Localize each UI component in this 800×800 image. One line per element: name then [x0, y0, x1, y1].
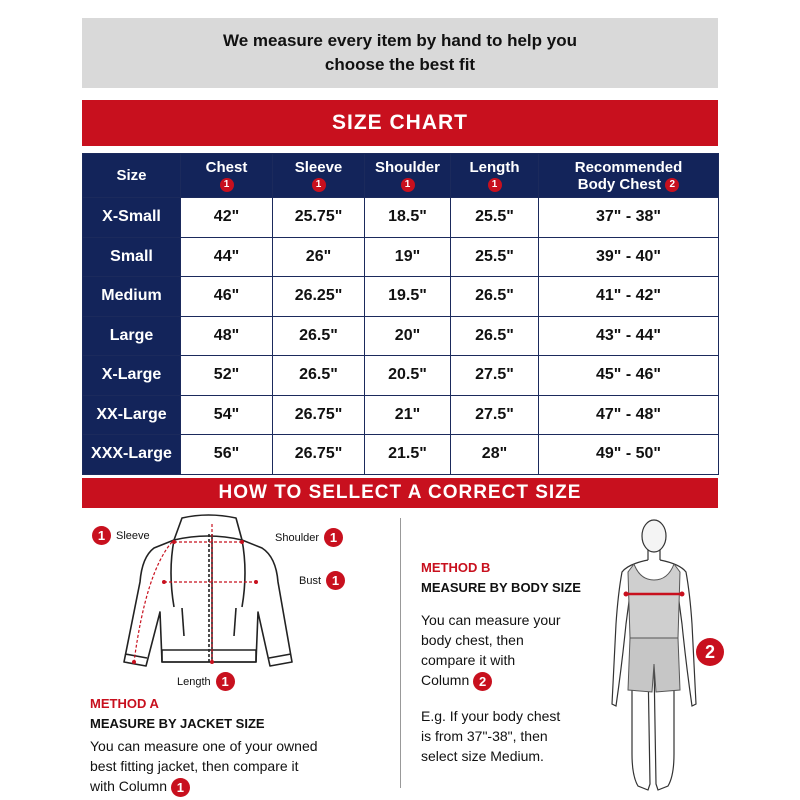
badge-1-icon: 1: [220, 178, 234, 192]
size-cell: Large: [83, 316, 181, 356]
size-chart-table: [82, 153, 719, 475]
chest-cell: 54": [181, 395, 273, 435]
size-cell: X-Small: [83, 198, 181, 238]
body-chest-cell: 47" - 48": [539, 395, 719, 435]
badge-1-icon: 1: [401, 178, 415, 192]
sleeve-cell: 26": [273, 237, 365, 277]
length-cell: 28": [451, 435, 539, 475]
header-length: Length 1: [451, 154, 539, 198]
header-body-chest: Recommended Body Chest 2: [539, 154, 719, 198]
badge-1-icon: 1: [326, 571, 345, 590]
table-row: [83, 316, 719, 356]
badge-1-icon: 1: [92, 526, 111, 545]
body-chest-cell: 49" - 50": [539, 435, 719, 475]
shoulder-cell: 21": [365, 395, 451, 435]
banner-line-1: We measure every item by hand to help you: [223, 31, 577, 50]
length-cell: 27.5": [451, 356, 539, 396]
method-b-title: METHOD B: [421, 560, 491, 575]
chest-cell: 44": [181, 237, 273, 277]
badge-2-icon: 2: [473, 672, 492, 691]
header-sleeve: Sleeve 1: [273, 154, 365, 198]
body-chest-cell: 41" - 42": [539, 277, 719, 317]
method-b-text: You can measure your body chest, then compare it with Column 2: [421, 612, 561, 689]
length-cell: 26.5": [451, 277, 539, 317]
sleeve-cell: 26.75": [273, 395, 365, 435]
sleeve-cell: 26.75": [273, 435, 365, 475]
method-a-text: You can measure one of your owned best fitting jacket, then compare it with Column 1: [90, 738, 318, 795]
badge-1-icon: 1: [324, 528, 343, 547]
shoulder-cell: 20": [365, 316, 451, 356]
size-cell: XX-Large: [83, 395, 181, 435]
body-chest-cell: 37" - 38": [539, 198, 719, 238]
length-label: Length 1: [177, 672, 235, 691]
shoulder-cell: 18.5": [365, 198, 451, 238]
chest-cell: 42": [181, 198, 273, 238]
size-cell: Medium: [83, 277, 181, 317]
method-a-title: METHOD A: [90, 696, 159, 711]
header-shoulder: Shoulder 1: [365, 154, 451, 198]
divider: [400, 518, 401, 788]
length-cell: 27.5": [451, 395, 539, 435]
chest-cell: 56": [181, 435, 273, 475]
size-chart-title: SIZE CHART: [82, 100, 718, 146]
table-row: [83, 356, 719, 396]
sleeve-cell: 26.5": [273, 356, 365, 396]
bust-label: Bust 1: [299, 571, 345, 590]
chest-cell: 46": [181, 277, 273, 317]
size-cell: Small: [83, 237, 181, 277]
method-a-subtitle: MEASURE BY JACKET SIZE: [90, 716, 265, 731]
badge-2-icon: 2: [665, 178, 679, 192]
size-cell: XXX-Large: [83, 435, 181, 475]
badge-1-icon: 1: [171, 778, 190, 797]
sleeve-cell: 25.75": [273, 198, 365, 238]
body-figure-icon: [598, 514, 708, 796]
length-cell: 25.5": [451, 198, 539, 238]
length-cell: 25.5": [451, 237, 539, 277]
banner-line-2: choose the best fit: [324, 55, 476, 74]
table-row: [83, 237, 719, 277]
badge-1-icon: 1: [312, 178, 326, 192]
shoulder-cell: 19": [365, 237, 451, 277]
howto-title: HOW TO SELLECT A CORRECT SIZE: [82, 478, 718, 508]
top-banner: [82, 18, 718, 88]
method-b-subtitle: MEASURE BY BODY SIZE: [421, 580, 581, 595]
method-b-example: E.g. If your body chest is from 37"-38", then select size Medium.: [421, 708, 561, 764]
header-size: Size: [83, 154, 181, 198]
shoulder-cell: 19.5": [365, 277, 451, 317]
body-chest-cell: 43" - 44": [539, 316, 719, 356]
table-header-row: [83, 154, 719, 198]
body-chest-cell: 45" - 46": [539, 356, 719, 396]
header-chest: Chest 1: [181, 154, 273, 198]
badge-1-icon: 1: [216, 672, 235, 691]
shoulder-cell: 21.5": [365, 435, 451, 475]
shoulder-label: Shoulder 1: [275, 528, 343, 547]
table-row: [83, 435, 719, 475]
sleeve-label: 1 Sleeve: [92, 526, 150, 545]
badge-2-icon: 2: [696, 638, 724, 666]
chest-cell: 48": [181, 316, 273, 356]
shoulder-cell: 20.5": [365, 356, 451, 396]
length-cell: 26.5": [451, 316, 539, 356]
sleeve-cell: 26.5": [273, 316, 365, 356]
badge-1-icon: 1: [488, 178, 502, 192]
table-row: [83, 395, 719, 435]
table-row: [83, 277, 719, 317]
body-chest-cell: 39" - 40": [539, 237, 719, 277]
table-row: [83, 198, 719, 238]
sleeve-cell: 26.25": [273, 277, 365, 317]
size-cell: X-Large: [83, 356, 181, 396]
chest-cell: 52": [181, 356, 273, 396]
